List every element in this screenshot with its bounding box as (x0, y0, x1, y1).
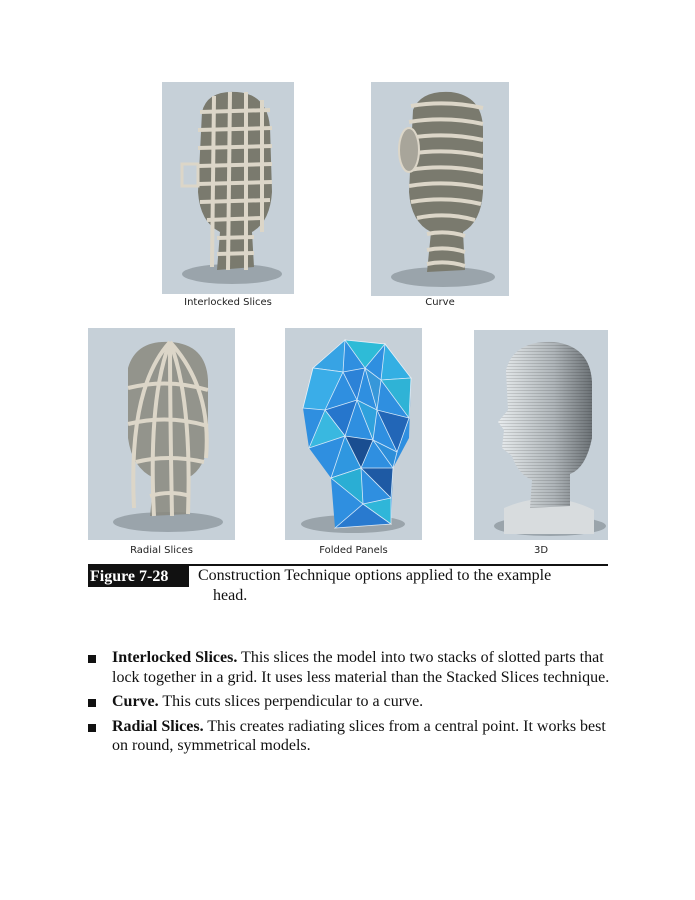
bullet-text: This slices the model into two stacks of slotted parts that lock together in a grid. It uses less material than the Stacked Slices technique. (112, 649, 610, 686)
folded-panels-head-image (285, 328, 422, 540)
bullet-term: Interlocked Slices. (112, 649, 238, 666)
curve-slices-head-image (371, 82, 509, 296)
bullet-square-icon (88, 724, 96, 732)
radial-slices-image (88, 328, 235, 540)
3d-image (474, 330, 608, 540)
curve-image (371, 82, 509, 296)
list-item (88, 692, 618, 712)
figure-caption (198, 566, 608, 606)
technique-list (88, 648, 618, 761)
interlocked-slices-caption: Interlocked Slices (184, 297, 272, 308)
figure-caption-line2: head. (213, 587, 248, 604)
list-item (88, 648, 618, 687)
bullet-term: Radial Slices. (112, 717, 204, 735)
bullet-text: This creates radiating slices from a central point. It works best on round, symmetrical models. (112, 717, 606, 754)
radial-slices-caption: Radial Slices (130, 545, 193, 556)
bullet-text: This cuts slices perpendicular to a curve. (158, 693, 424, 710)
bullet-square-icon (88, 655, 96, 663)
bullet-term: Curve. (112, 693, 159, 710)
figure-label: Figure 7-28 (88, 566, 189, 587)
list-item (88, 717, 618, 756)
folded-panels-caption: Folded Panels (319, 545, 388, 556)
interlocked-slices-image (162, 82, 294, 294)
figure-caption-line1: Construction Technique options applied to the example (198, 567, 552, 584)
3d-head-image (474, 330, 608, 540)
folded-panels-image (285, 328, 422, 540)
radial-slices-head-image (88, 328, 235, 540)
3d-caption: 3D (533, 545, 549, 556)
interlocked-slices-head-image (162, 82, 294, 294)
curve-caption: Curve (425, 297, 455, 308)
bullet-square-icon (88, 699, 96, 707)
